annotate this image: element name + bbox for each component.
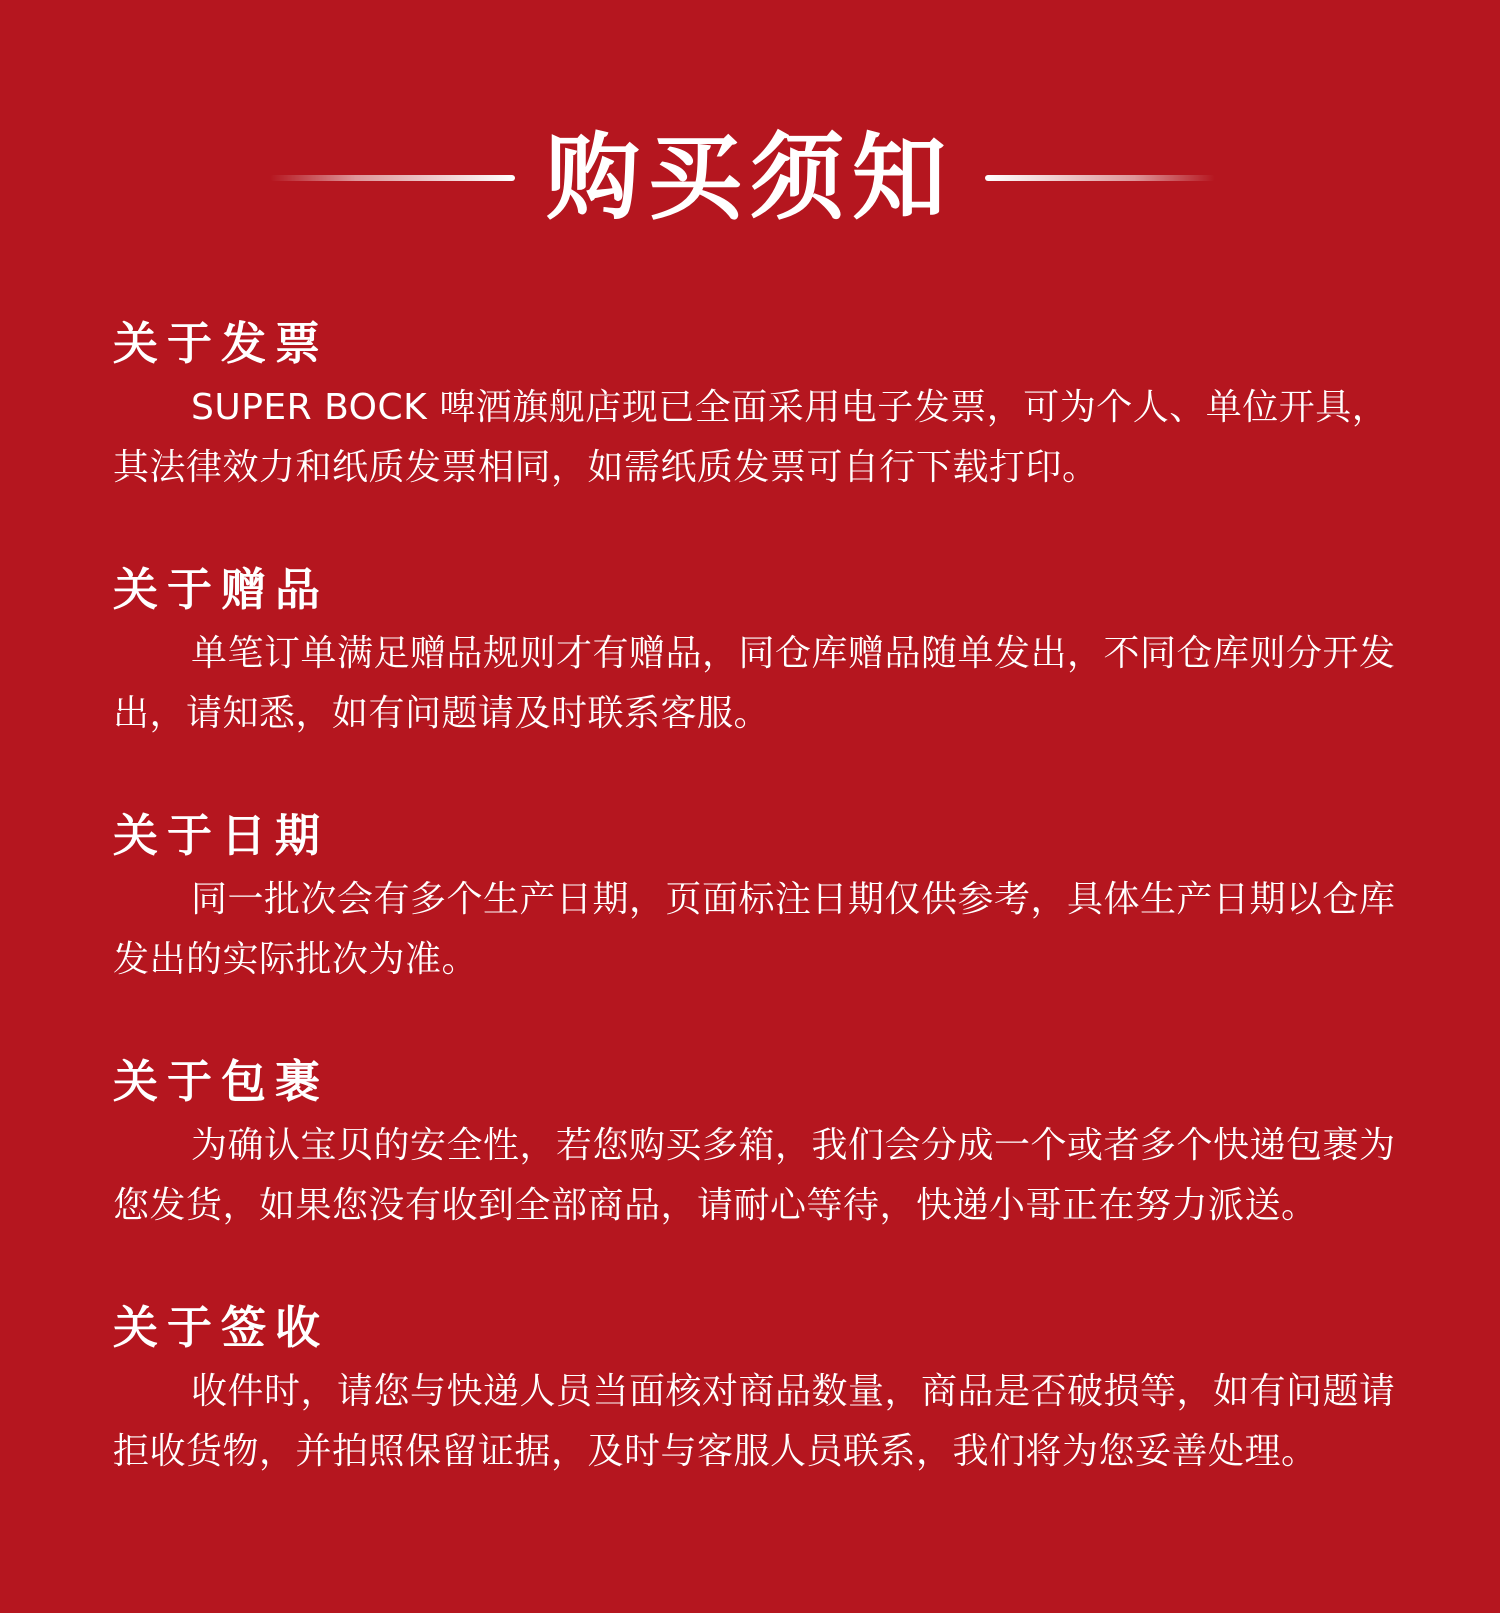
section-body: 同一批次会有多个生产日期，页面标注日期仅供参考，具体生产日期以仓库发出的实际批次为准。 xyxy=(113,879,1396,980)
section-delivery xyxy=(113,1302,1423,1482)
section-package xyxy=(113,1056,1423,1236)
section-invoice xyxy=(113,318,1423,498)
page-title: 购买须知 xyxy=(545,123,954,233)
section-title: 关于日期 xyxy=(113,809,330,862)
header-divider-left xyxy=(270,175,515,181)
section-body: SUPER BOCK 啤酒旗舰店现已全面采用电子发票，可为个人、单位开具，其法律效力和纸质发票相同，如需纸质发票可自行下载打印。 xyxy=(113,387,1389,488)
page-header xyxy=(0,118,1500,238)
section-date xyxy=(113,810,1423,990)
section-title: 关于包裹 xyxy=(113,1055,330,1108)
section-body: 为确认宝贝的安全性，若您购买多箱，我们会分成一个或者多个快递包裹为您发货，如果您没有收到全部商品，请耐心等待，快递小哥正在努力派送。 xyxy=(113,1125,1396,1226)
notice-sections xyxy=(113,318,1423,1482)
section-body: 单笔订单满足赠品规则才有赠品，同仓库赠品随单发出，不同仓库则分开发出，请知悉，如有问题请及时联系客服。 xyxy=(113,633,1396,734)
section-title: 关于发票 xyxy=(113,317,330,370)
section-body: 收件时，请您与快递人员当面核对商品数量，商品是否破损等，如有问题请拒收货物，并拍照保留证据，及时与客服人员联系，我们将为您妥善处理。 xyxy=(113,1371,1396,1472)
header-divider-right xyxy=(985,175,1215,181)
section-gift xyxy=(113,564,1423,744)
section-title: 关于赠品 xyxy=(113,563,330,616)
section-title: 关于签收 xyxy=(113,1301,330,1354)
